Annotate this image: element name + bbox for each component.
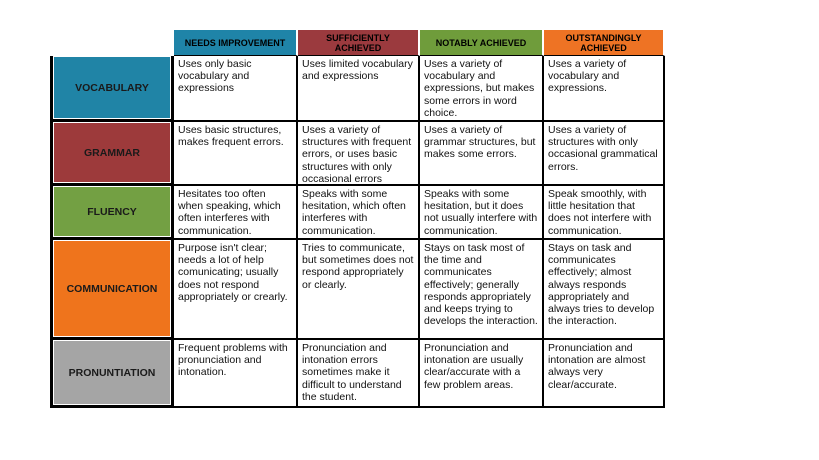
row-header-vocabulary: VOCABULARY <box>53 56 171 119</box>
row-header-communication: COMMUNICATION <box>53 240 171 337</box>
descriptor-cell: Stays on task most of the time and communicates effectively; generally responds appropriately and keeps trying to develops the interaction. <box>420 240 543 339</box>
descriptor-cell: Uses a variety of structures with only occasional grammatical errors. <box>544 122 664 185</box>
descriptor-cell: Pronunciation and intonation are almost always very clear/accurate. <box>544 340 664 407</box>
descriptor-cell: Uses a variety of structures with frequent errors, or uses basic structures with only occasional errors <box>298 122 419 185</box>
row-header-pronuntiation: PRONUNTIATION <box>53 340 171 405</box>
descriptor-cell: Uses a variety of vocabulary and expressions. <box>544 56 664 121</box>
descriptor-cell: Uses basic structures, makes frequent errors. <box>174 122 297 185</box>
descriptor-cell: Tries to communicate, but sometimes does not respond appropriately or clearly. <box>298 240 419 339</box>
descriptor-cell: Pronunciation and intonation are usually clear/accurate with a few problem areas. <box>420 340 543 407</box>
descriptor-cell: Frequent problems with pronunciation and intonation. <box>174 340 297 407</box>
descriptor-cell: Pronunciation and intonation errors sometimes make it difficult to understand the student. <box>298 340 419 407</box>
row-header-fluency: FLUENCY <box>53 186 171 237</box>
table-corner <box>49 29 174 56</box>
descriptor-cell: Uses limited vocabulary and expressions <box>298 56 419 121</box>
descriptor-cell: Speaks with some hesitation, which often interferes with communication. <box>298 186 419 239</box>
descriptor-cell: Purpose isn't clear; needs a lot of help comunicating; usually does not respond appropriately or crearly. <box>174 240 297 339</box>
rubric-table <box>50 30 665 408</box>
descriptor-cell: Speak smoothly, with little hesitation that does not interfere with communication. <box>544 186 664 239</box>
column-header-outstandingly-achieved: OUTSTANDINGLY ACHIEVED <box>544 30 665 56</box>
descriptor-cell: Speaks with some hesitation, but it does not usually interfere with communication. <box>420 186 543 239</box>
descriptor-cell: Uses only basic vocabulary and expressions <box>174 56 297 121</box>
column-header-sufficiently-achieved: SUFFICIENTLY ACHIEVED <box>298 30 420 56</box>
column-header-needs-improvement: NEEDS IMPROVEMENT <box>174 30 298 56</box>
column-header-notably-achieved: NOTABLY ACHIEVED <box>420 30 544 56</box>
descriptor-cell: Uses a variety of vocabulary and expressions, but makes some errors in word choice. <box>420 56 543 121</box>
descriptor-cell: Uses a variety of grammar structures, but makes some errors. <box>420 122 543 185</box>
descriptor-cell: Stays on task and communicates effectively; almost always responds appropriately and always tries to develop the interaction. <box>544 240 664 339</box>
descriptor-cell: Hesitates too often when speaking, which often interferes with communication. <box>174 186 297 239</box>
row-header-grammar: GRAMMAR <box>53 122 171 183</box>
